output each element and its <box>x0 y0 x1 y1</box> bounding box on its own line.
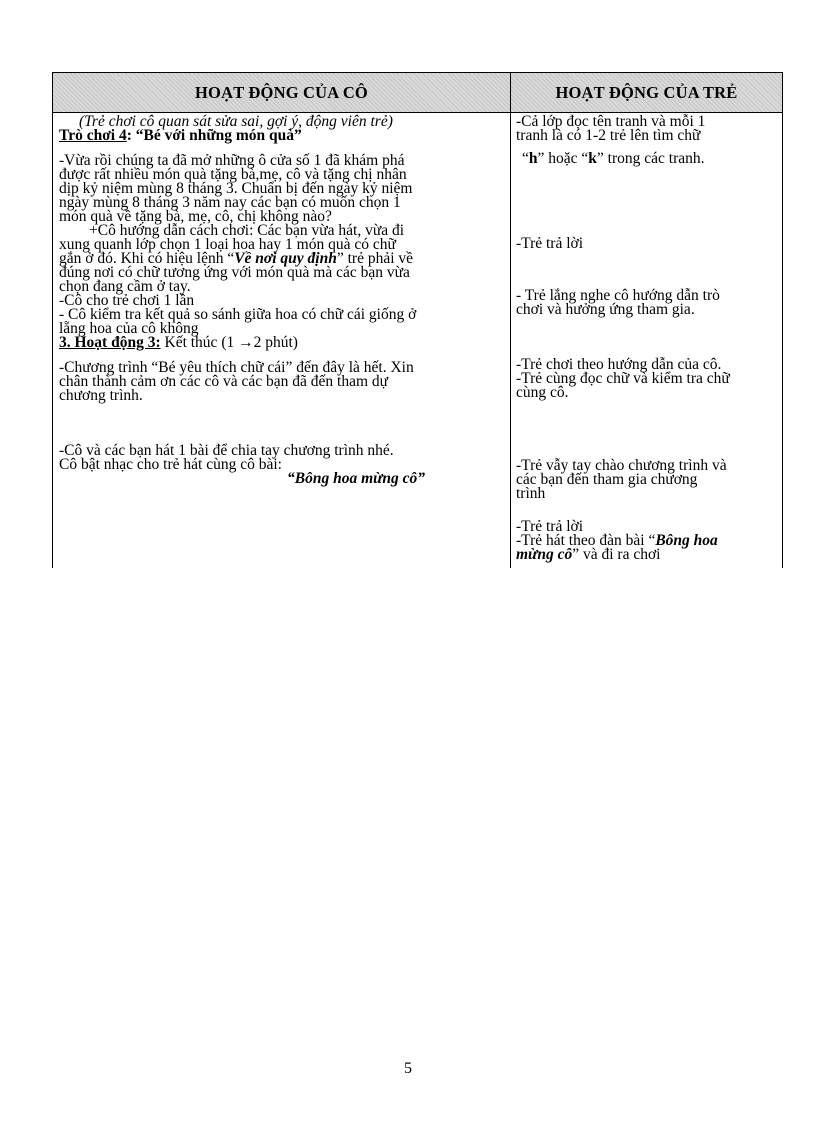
activity-3-title: 3. Hoạt động 3: <box>59 334 161 351</box>
text-fragment: “ <box>522 150 529 167</box>
text-line: xung quanh lớp chọn 1 loại hoa hay 1 món quà có chữ <box>59 236 396 253</box>
song-title: “Bông hoa mừng cô” <box>287 470 426 487</box>
note-line: (Trẻ chơi cô quan sát sửa sai, gợi ý, động viên trẻ) <box>79 113 393 130</box>
text-fragment: -Trẻ hát theo đàn bài “ <box>516 532 656 549</box>
text-line: chọn đang cầm ở tay. <box>59 278 191 295</box>
text-line <box>516 548 660 562</box>
game-4-name: : “Bé với những món quà” <box>126 127 302 144</box>
text-line: tranh là có 1-2 trẻ lên tìm chữ <box>516 127 701 144</box>
text-line: cùng cô. <box>516 384 569 401</box>
song-title-part: mừng cô <box>516 546 573 563</box>
text-fragment: ” và đi ra chơi <box>572 546 661 563</box>
text-line: - Cô kiểm tra kết quả so sánh giữa hoa có chữ cái giống ở <box>59 306 417 323</box>
text-line: chân thành cảm ơn các cô và các bạn đã đến tham dự <box>59 373 389 390</box>
header-children-activity <box>511 73 782 112</box>
text-line: -Trẻ vẫy tay chào chương trình và <box>516 457 727 474</box>
letter-h: h <box>528 150 538 167</box>
letter-k: k <box>588 150 597 167</box>
table-border-middle <box>510 72 511 568</box>
text-line: -Vừa rồi chúng ta đã mở những ô cửa số 1 đã khám phá <box>59 152 405 169</box>
text-line: -Cô và các bạn hát 1 bài để chia tay chương trình nhé. <box>59 442 394 459</box>
text-line: chơi và hưởng ứng tham gia. <box>516 301 695 318</box>
text-fragment: ” trong các tranh. <box>596 150 705 167</box>
text-line: dịp kỷ niệm mùng 8 tháng 3. Chuẩn bị đến ngày kỷ niệm <box>59 180 413 197</box>
header-right-label: HOẠT ĐỘNG CỦA TRẺ <box>555 82 738 102</box>
text-line: Cô bật nhạc cho trẻ hát cùng cô bài: <box>59 456 282 473</box>
text-fragment: ” trẻ phải về <box>336 250 414 267</box>
text-line: -Trẻ cùng đọc chữ và kiểm tra chữ <box>516 370 730 387</box>
header-left-label: HOẠT ĐỘNG CỦA CÔ <box>195 82 368 102</box>
text-line: các bạn đến tham gia chương <box>516 471 698 488</box>
text-fragment: gắn ở đó. Khi có hiệu lệnh “ <box>59 250 235 267</box>
activity-3-heading <box>59 336 298 350</box>
text-line: chương trình. <box>59 387 143 404</box>
text-line: -Trẻ trả lời <box>516 518 584 535</box>
header-teacher-activity <box>53 73 510 112</box>
text-line: được rất nhiều món quà tặng bà,mẹ, cô và tặng chị nhân <box>59 166 407 183</box>
signal-phrase: Về nơi quy định <box>234 250 337 267</box>
text-fragment: ” hoặc “ <box>537 150 589 167</box>
table-border-left <box>52 72 53 568</box>
text-line <box>522 152 705 166</box>
text-line: -Trẻ trả lời <box>516 235 584 252</box>
song-title-part: Bông hoa <box>655 532 718 549</box>
activity-3-duration: Kết thúc (1 →2 phút) <box>160 334 298 351</box>
text-line: +Cô hướng dẫn cách chơi: Các bạn vừa hát, vừa đi <box>89 222 405 239</box>
text-line: -Cô cho trẻ chơi 1 lần <box>59 292 195 309</box>
game-4-title: Trò chơi 4 <box>59 127 127 144</box>
text-line: -Trẻ chơi theo hướng dẫn của cô. <box>516 356 722 373</box>
text-line: đúng nơi có chữ tương ứng với món quà mà các bạn vừa <box>59 264 410 281</box>
text-line: - Trẻ lắng nghe cô hướng dẫn trò <box>516 287 720 304</box>
table-border-right <box>782 72 783 568</box>
text-line: trình <box>516 485 546 502</box>
text-line: -Chương trình “Bé yêu thích chữ cái” đến đây là hết. Xin <box>59 359 414 376</box>
activity-table <box>52 72 783 568</box>
text-line: -Cả lớp đọc tên tranh và mỗi 1 <box>516 113 706 130</box>
text-line: lẵng hoa của cô không <box>59 320 199 337</box>
text-line: món quà về tặng bà, mẹ, cô, chị không nào? <box>59 208 332 225</box>
game-4-heading <box>59 129 302 143</box>
page-number: 5 <box>404 1060 412 1077</box>
text-line: ngày mùng 8 tháng 3 năm nay các bạn có muốn chọn 1 <box>59 194 401 211</box>
